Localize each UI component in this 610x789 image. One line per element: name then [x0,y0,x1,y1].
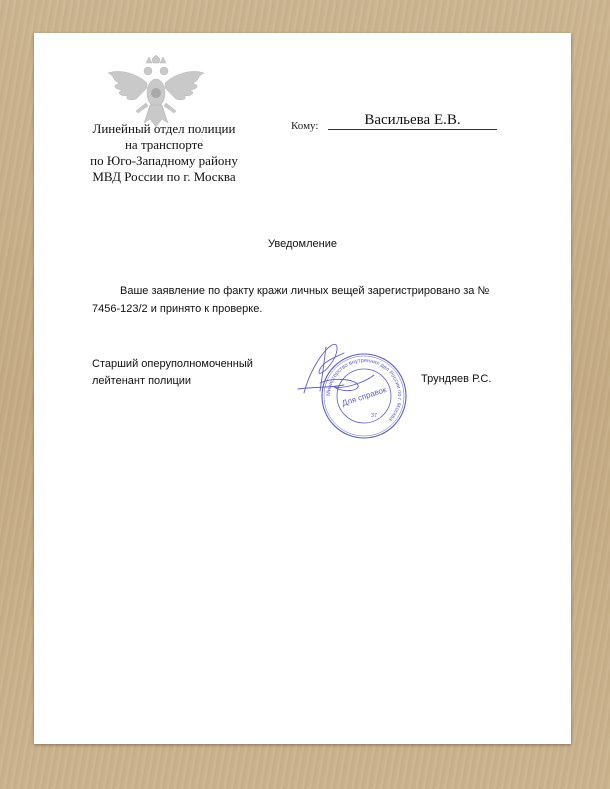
signer-position [92,356,292,390]
position-line: Старший оперуполномоченный [92,358,253,370]
organization-header [54,121,274,185]
document-body: Ваше заявление по факту кражи личных вещей зарегистрировано за № 7456-123/2 и принято к проверке. [92,285,490,315]
position-line: лейтенант полиции [92,375,192,387]
org-line: по Юго-Западному району [90,153,238,168]
org-line: Линейный отдел полиции [92,121,236,136]
handwritten-signature [274,333,384,403]
recipient-label: Кому: [291,120,319,132]
stamp-ring-text: Министерство внутренних дел России по г. Москва [325,357,403,422]
stamp-number: 37 [370,413,378,419]
org-line: МВД России по г. Москва [92,169,236,184]
document-sheet [34,33,571,744]
document-title: Уведомление [268,238,337,250]
recipient-name: Васильева Е.В. [328,112,497,130]
signer-name: Трундяев Р.С. [421,373,492,385]
org-line: на транспорте [124,137,204,152]
stamp-center-text: Для справок [340,385,388,408]
